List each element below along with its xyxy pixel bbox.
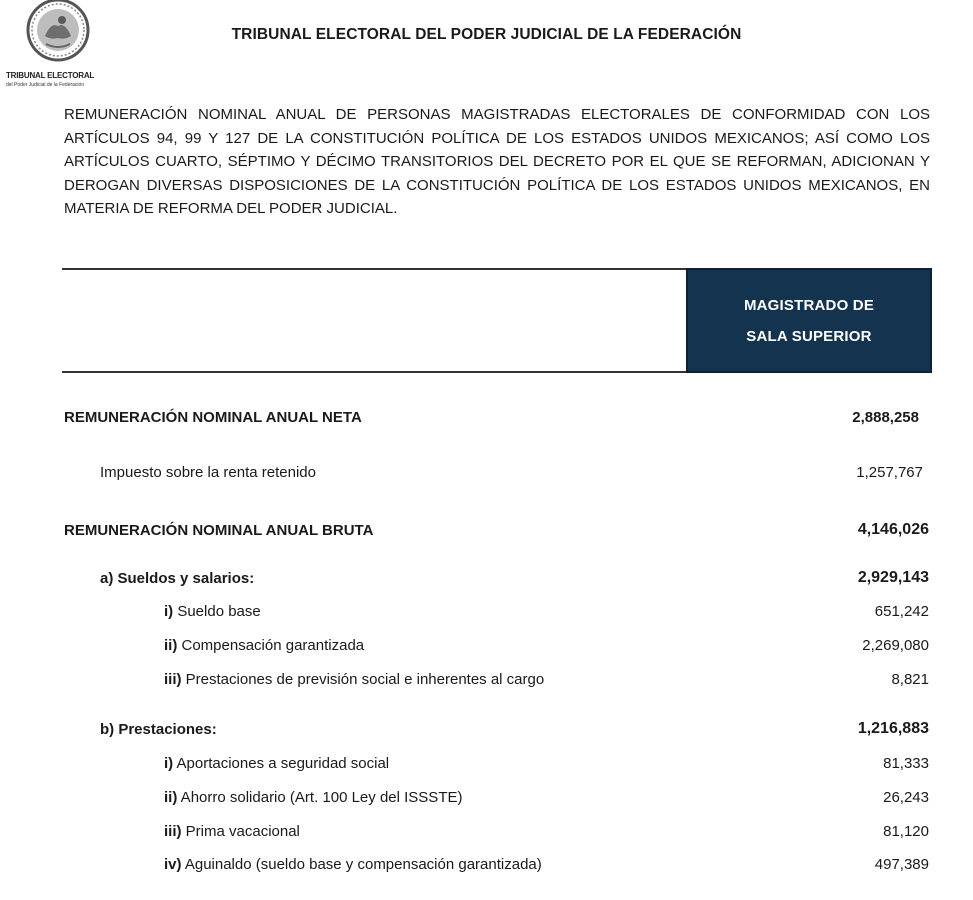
column-header-line2: SALA SUPERIOR [746,327,872,345]
row-value: 497,389 [874,855,929,873]
table-row-seguridad-social [0,751,973,775]
table-row-sueldos [0,566,973,590]
row-value: 8,821 [891,670,929,688]
row-label: REMUNERACIÓN NOMINAL ANUAL NETA [64,408,362,426]
table-row-prevision [0,667,973,691]
table-row-aguinaldo [0,852,973,876]
table-row-bruta [0,518,973,542]
row-text: Prestaciones de previsión social e inherentes al cargo [181,670,545,688]
intro-paragraph: REMUNERACIÓN NOMINAL ANUAL DE PERSONAS MAGISTRADAS ELECTORALES DE CONFORMIDAD CON LOS ARTÍCULOS 94, 99 Y 127 DE LA CONSTITUCIÓN POLÍTICA DE LOS ESTADOS UNIDOS MEXICANOS; ASÍ COMO LOS ARTÍCULOS CUARTO, SÉPTIMO Y DÉCIMO TRANSITORIOS DEL DECRETO POR EL QUE SE REFORMAN, ADICIONAN Y DEROGAN DIVERSAS DISPOSICIONES DE LA CONSTITUCIÓN POLÍTICA DE LOS ESTADOS UNIDOS MEXICANOS, EN MATERIA DE REFORMA DEL PODER JUDICIAL. [64,106,930,217]
page-title: TRIBUNAL ELECTORAL DEL PODER JUDICIAL DE LA FEDERACIÓN [231,26,742,43]
row-value: 2,888,258 [852,408,919,426]
row-value: 4,146,026 [857,521,929,538]
row-prefix: iii) [164,670,182,688]
table-row-isr [0,460,973,484]
logo-text: TRIBUNAL ELECTORAL [6,71,95,80]
row-label: a) Sueldos y salarios: [100,569,255,587]
row-label [164,671,544,688]
row-value: 1,216,883 [857,720,929,737]
row-value: 81,333 [883,754,929,772]
row-prefix: iv) [164,855,182,873]
row-text: Ahorro solidario (Art. 100 Ley del ISSSTE) [177,788,463,806]
table-row-neta [0,405,973,429]
row-value: 2,929,143 [857,569,929,586]
row-text: Aportaciones a seguridad social [173,754,390,772]
row-label: Impuesto sobre la renta retenido [100,463,316,481]
row-prefix: ii) [164,788,178,806]
row-label [164,603,261,620]
row-label [164,637,364,654]
row-label [164,856,542,873]
column-header-line1: MAGISTRADO DE [743,296,875,314]
table-row-compensacion [0,633,973,657]
row-label [164,823,300,840]
row-prefix: iii) [164,822,182,840]
table-row-prima-vacacional [0,819,973,843]
row-text: Compensación garantizada [177,636,365,654]
row-text: Aguinaldo (sueldo base y compensación garantizada) [181,855,542,873]
logo-subtext: del Poder Judicial de la Federación [6,82,85,88]
row-text: Prima vacacional [181,822,300,840]
row-prefix: i) [164,602,174,620]
row-prefix: ii) [164,636,178,654]
row-value: 1,257,767 [856,463,923,481]
row-prefix: i) [164,754,174,772]
row-label [164,755,389,772]
column-header-magistrado [686,268,932,373]
row-value: 81,120 [883,822,929,840]
row-label [164,789,462,806]
row-label: b) Prestaciones: [100,720,217,738]
row-label: REMUNERACIÓN NOMINAL ANUAL BRUTA [64,521,374,539]
row-text: Sueldo base [173,602,261,620]
row-value: 2,269,080 [862,636,929,654]
table-row-prestaciones [0,717,973,741]
table-row-ahorro-solidario [0,785,973,809]
row-value: 651,242 [874,602,929,620]
table-row-sueldo-base [0,599,973,623]
row-value: 26,243 [883,788,929,806]
